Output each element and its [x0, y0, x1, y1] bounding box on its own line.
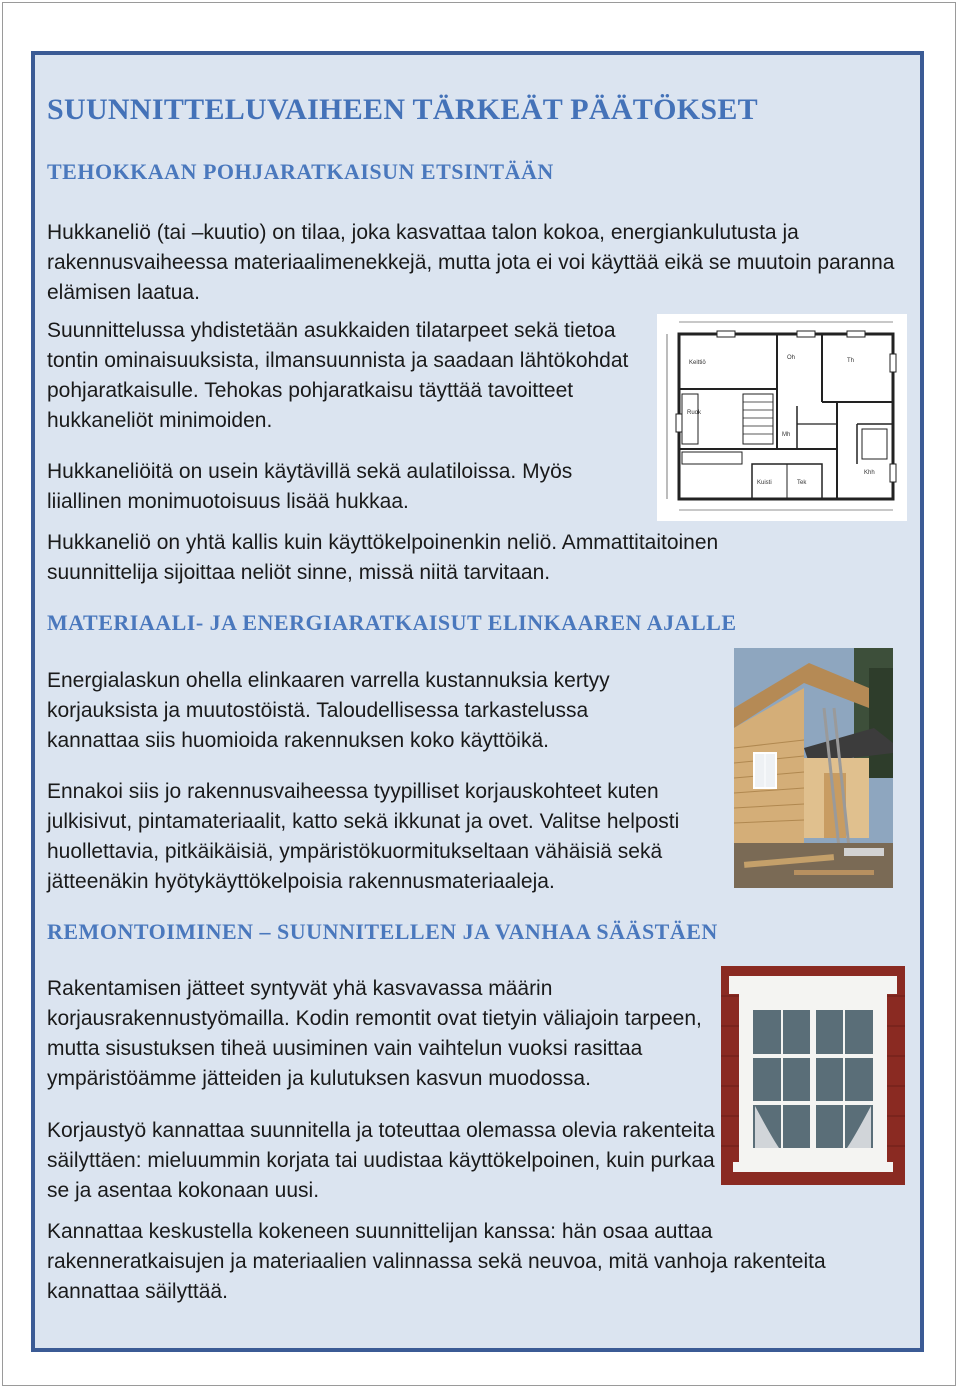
paragraph-korjaustyo: Korjaustyö kannattaa suunnitella ja toteuttaa olemassa olevia rakenteita säilyttäen: mieluummin korjata tai uudistaa käyttökelpoinen, kuin purkaa se ja asentaa kokonaan uusi. — [47, 1119, 715, 1202]
paragraph-rakentamisen-jatteet: Rakentamisen jätteet syntyvät yhä kasvavassa määrin korjausrakennustyömailla. Kodin remontit ovat tietyin väliajoin tarpeen, mutta sisustuksen tiheä uusiminen vain vaihtelun vuoksi rasittaa ympäristöämme jätteiden ja kulutuksen kasvun muodossa. — [47, 977, 702, 1090]
floorplan-label-th: Th — [847, 358, 855, 364]
section-heading-floorplan: TEHOKKAAN POHJARATKAISUN ETSINTÄÄN — [47, 159, 554, 184]
floorplan-label-ruok: Ruok — [687, 410, 702, 416]
log-house-photo — [734, 648, 893, 888]
floorplan-label-khh: Khh — [864, 470, 875, 476]
paragraph-kallis: Hukkaneliö on yhtä kallis kuin käyttökelpoinenkin neliö. Ammattitaitoinen suunnittelija sijoittaa neliöt sinne, missä niitä tarvitaan. — [47, 531, 719, 584]
paragraph-kannattaa-keskustella: Kannattaa keskustella kokeneen suunnittelijan kanssa: hän osaa auttaa rakenneratkaisujen ja materiaalien valinnassa sekä neuvoa, mitä vanhoja rakenteita kannattaa säilyttää. — [47, 1220, 826, 1303]
window-photo — [721, 966, 905, 1185]
section-heading-renovation: REMONTOIMINEN – SUUNNITELLEN JA VANHAA SÄÄSTÄEN — [47, 919, 718, 944]
paragraph-hukkanelio: Hukkaneliö (tai –kuutio) on tilaa, joka kasvattaa talon kokoa, energiankulutusta ja rakennusvaiheessa materiaalimenekkejä, mutta jota ei voi käyttää eikä se muutoin paranna elämisen laatua. — [47, 221, 895, 304]
floorplan-label-tek: Tek — [797, 480, 807, 486]
section-heading-materials: MATERIAALI- JA ENERGIARATKAISUT ELINKAAREN AJALLE — [47, 610, 737, 635]
paragraph-suunnittelu: Suunnittelussa yhdistetään asukkaiden tilatarpeet sekä tietoa tontin ominaisuuksista, ilmansuunnista ja saadaan lähtökohdat pohjaratkaisulle. Tehokas pohjaratkaisu täyttää tavoitteet hukkaneliöt minimoiden. — [47, 319, 629, 432]
floorplan-label-keittio: Keittiö — [689, 360, 706, 366]
paragraph-kaytavat: Hukkaneliöitä on usein käytävillä sekä aulatiloissa. Myös liiallinen monimuotoisuus lisää hukkaa. — [47, 460, 573, 513]
info-panel — [31, 51, 924, 1352]
floorplan-label-kuisti: Kuisti — [757, 480, 772, 486]
floorplan-image — [657, 314, 907, 521]
paragraph-ennakoi: Ennakoi siis jo rakennusvaiheessa tyypilliset korjauskohteet kuten julkisivut, pintamateriaalit, katto sekä ikkunat ja ovet. Valitse helposti huollettavia, pitkäikäisiä, ympäristökuormitukseltaan vähäisiä sekä jätteenäkin hyötykäyttökelpoisia rakennusmateriaaleja. — [47, 780, 680, 893]
page-title: SUUNNITTELUVAIHEEN TÄRKEÄT PÄÄTÖKSET — [47, 93, 758, 126]
floorplan-label-mh: Mh — [782, 432, 791, 438]
window-drawing — [721, 966, 905, 1185]
floorplan-label-oh: Oh — [787, 355, 796, 361]
log-house-drawing — [734, 648, 893, 888]
floorplan-drawing — [657, 314, 907, 521]
paragraph-energialasku: Energialaskun ohella elinkaaren varrella kustannuksia kertyy korjauksista ja muutostöistä. Taloudellisessa tarkastelussa kannattaa siis huomioida rakennuksen koko käyttöikä. — [47, 669, 610, 752]
